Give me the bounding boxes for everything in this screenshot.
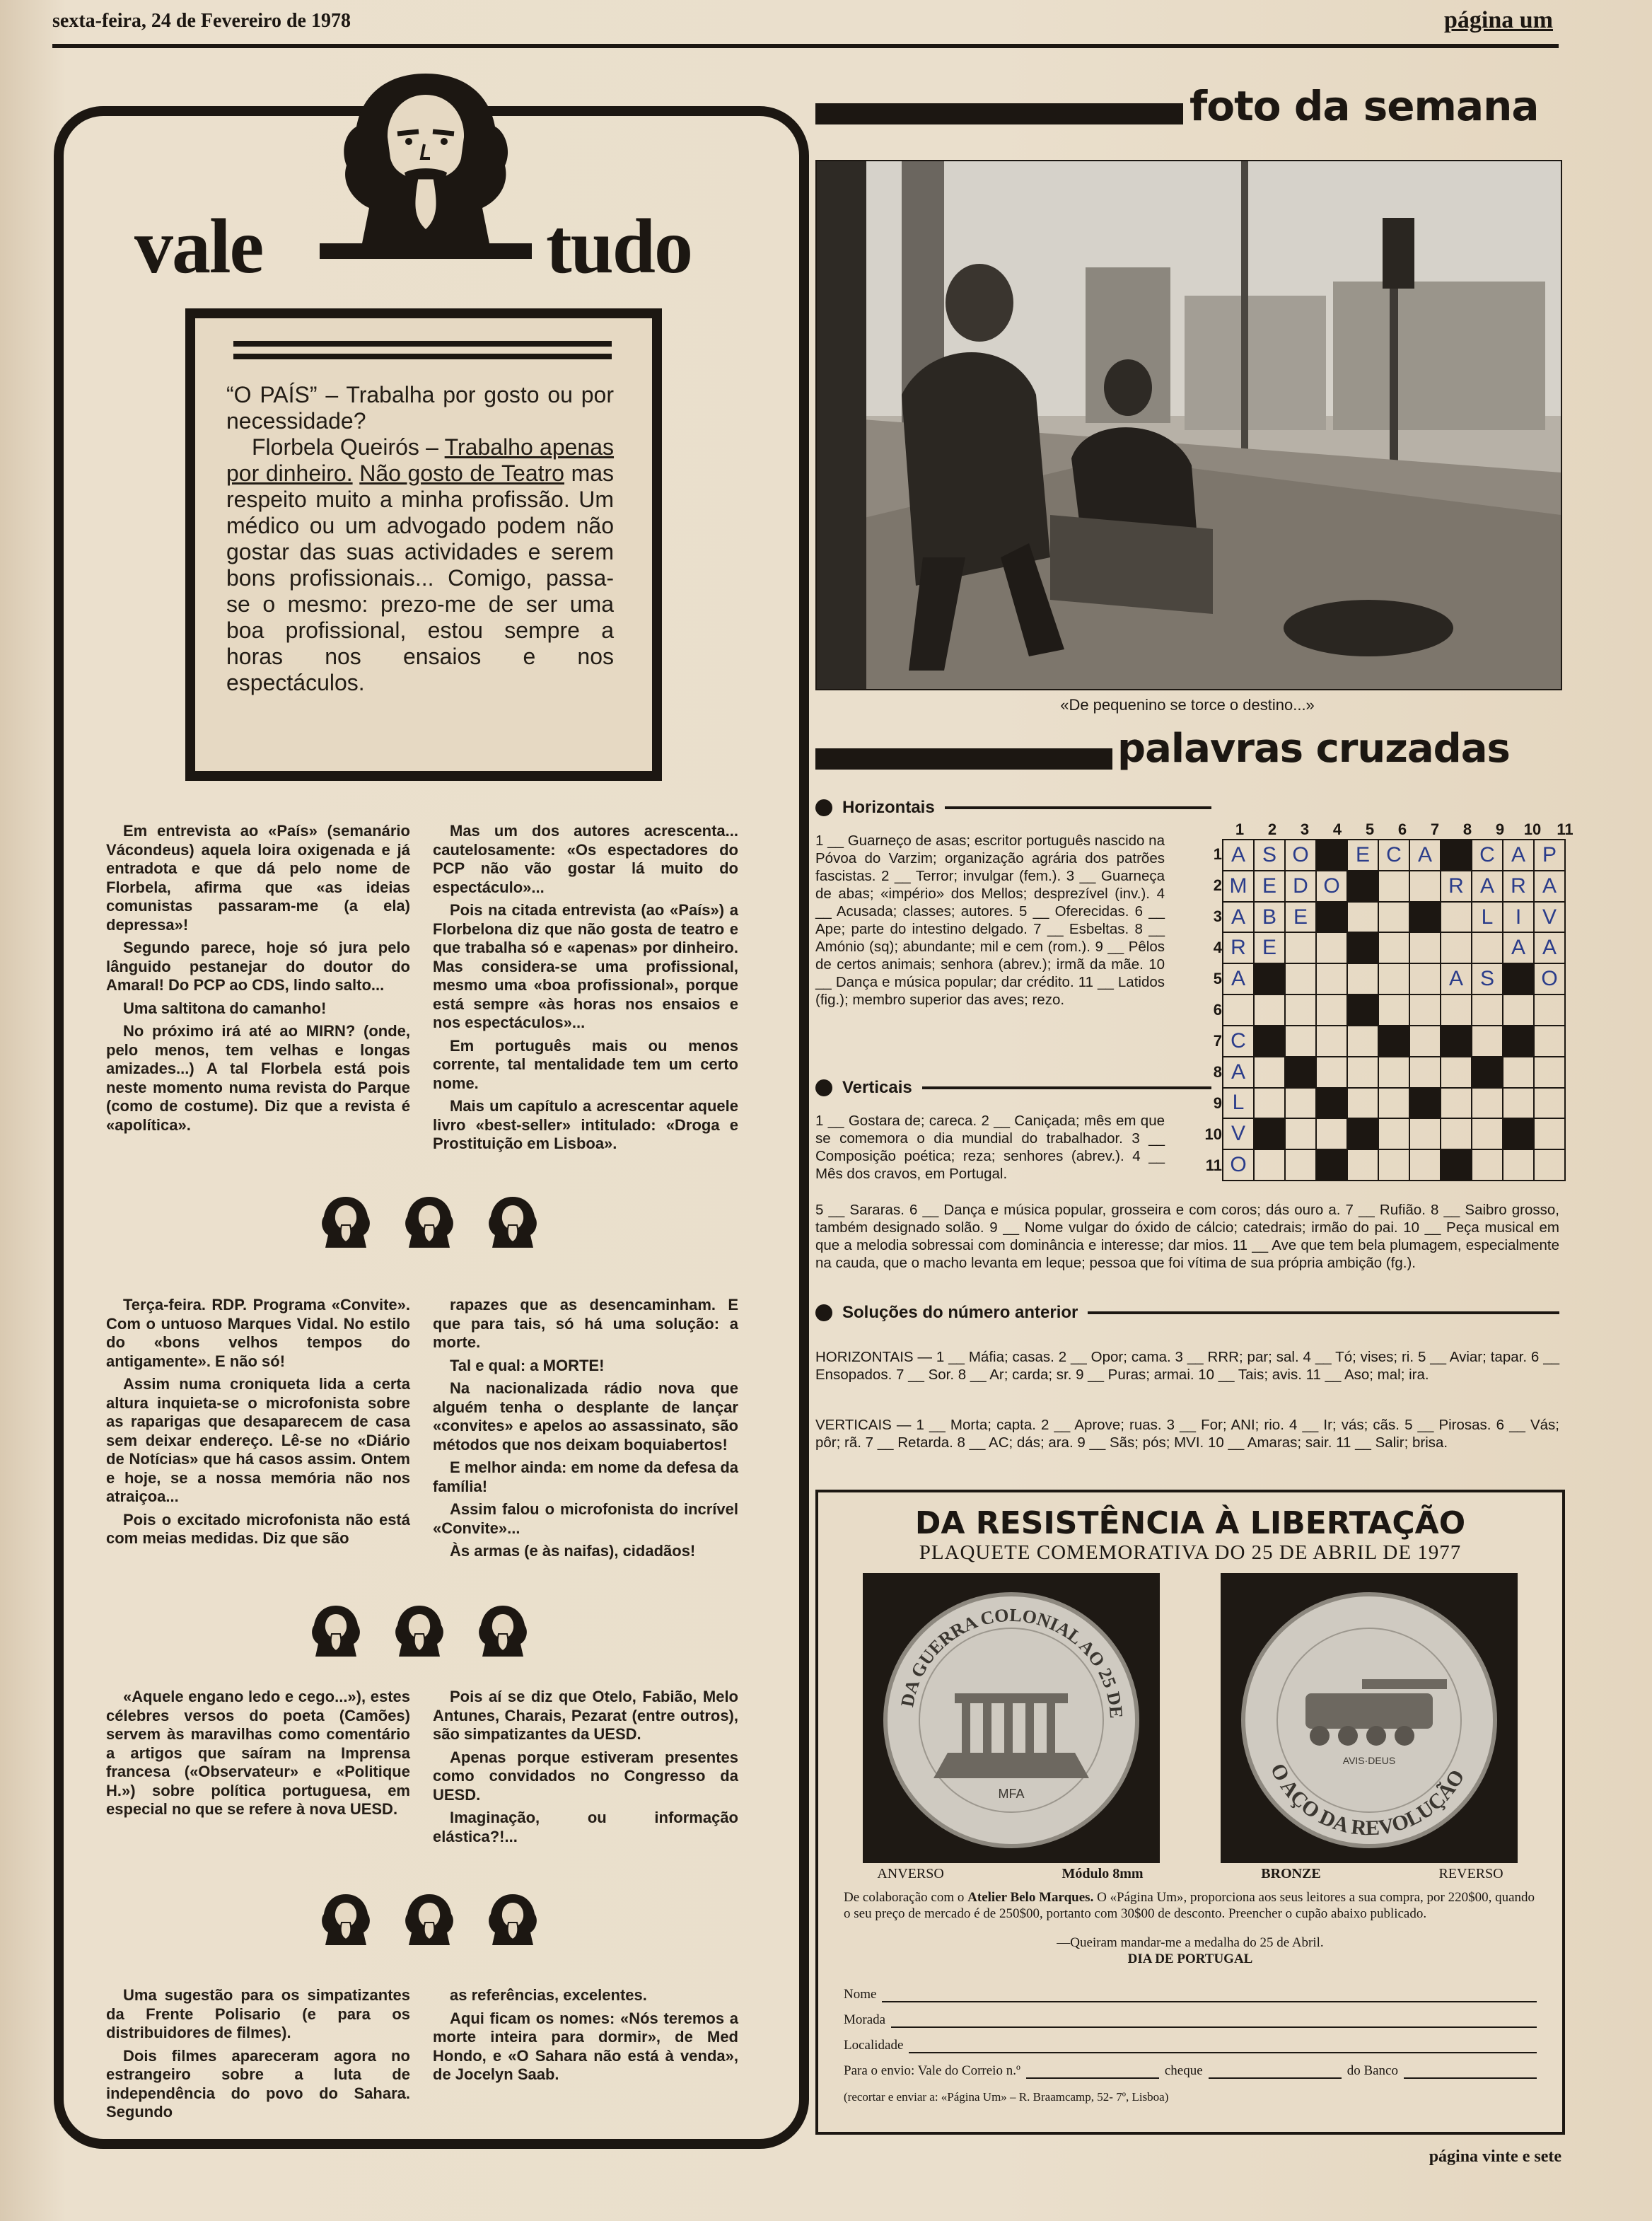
crossword-cell[interactable]: [1441, 1088, 1472, 1119]
crossword-black-cell: [1503, 1026, 1534, 1057]
row-number: 1: [1213, 845, 1222, 863]
crossword-black-cell: [1441, 1026, 1472, 1057]
crossword-cell[interactable]: [1409, 1149, 1441, 1181]
field-envio[interactable]: Para o envio: Vale do Correio n.º cheque do Banco: [844, 2053, 1537, 2079]
crossword-cell[interactable]: [1409, 994, 1441, 1026]
verticais-clues-b: 5 __ Sararas. 6 __ Dança e música popular, grosseira e com coros; dás ouro a. 7 __ Rufião. 8 __ Saibro grosso, também designado solão. 9 __ Nome vulgar do óxido de cálcio; catedrais; irmão do pai. 10 __ Peça musical em que a melodia sobressai com dominância e interesse; dar mios. 11 __ Ave que tem bela plumagem, especialmente na cauda, que o macho levanta em leque; pessoa que foi vítima de sua própria ambição (fg.).: [815, 1202, 1559, 1271]
column-number: 11: [1557, 820, 1574, 838]
crossword-cell[interactable]: L: [1472, 902, 1503, 933]
street-scene-photo: [817, 161, 1561, 689]
crossword-black-cell: [1409, 1088, 1441, 1119]
crossword-cell[interactable]: [1347, 963, 1378, 994]
crossword-cell[interactable]: [1378, 1057, 1409, 1088]
marx-divider-2: [306, 1601, 533, 1662]
row-number: 10: [1204, 1125, 1222, 1143]
crossword-cell[interactable]: [1285, 1026, 1316, 1057]
crossword-black-cell: [1316, 840, 1347, 871]
coupon-line-2: DIA DE PORTUGAL: [1127, 1952, 1253, 1966]
row-number: 3: [1213, 907, 1222, 925]
row-numbers: [1201, 839, 1222, 1181]
crossword-cell[interactable]: A: [1223, 1057, 1254, 1088]
row-number: 8: [1213, 1063, 1222, 1081]
crossword-cell[interactable]: [1441, 902, 1472, 933]
crossword-cell[interactable]: [1409, 963, 1441, 994]
crossword-cell[interactable]: A: [1441, 963, 1472, 994]
crossword-black-cell: [1409, 902, 1441, 933]
crossword-cell[interactable]: O: [1316, 871, 1347, 902]
crossword-cell[interactable]: S: [1254, 840, 1285, 871]
crossword-cell[interactable]: E: [1285, 902, 1316, 933]
crossword-cell[interactable]: [1285, 963, 1316, 994]
crossword-cell[interactable]: [1378, 932, 1409, 963]
crossword-black-cell: [1254, 963, 1285, 994]
article-sahara-left: Uma sugestão para os simpatizantes da Frente Polisario (e para os distribuidores de filmes). Dois filmes apareceram agora no estrangeiro sobre a luta de independência do povo do Sahara. Segundo: [106, 1986, 410, 2121]
issue-date: sexta-feira, 24 de Fevereiro de 1978: [52, 10, 351, 32]
crossword-cell[interactable]: [1378, 1149, 1409, 1181]
crossword-cell[interactable]: [1316, 1026, 1347, 1057]
crossword-black-cell: [1316, 902, 1347, 933]
svg-text:DA GUERRA COLONIAL AO 25 DE AB: DA GUERRA COLONIAL AO 25 DE: [897, 1604, 1127, 1720]
column-number: 9: [1495, 820, 1505, 838]
marx-mini-icon: [399, 1890, 460, 1951]
crossword-cell[interactable]: [1441, 1057, 1472, 1088]
crossword-black-cell: [1316, 1149, 1347, 1181]
ad-title: DA RESISTÊNCIA À LIBERTAÇÃO: [914, 1505, 1466, 1541]
interview-question: “O PAÍS” – Trabalha por gosto ou por necessidade?: [226, 382, 614, 434]
crossword-cell[interactable]: [1254, 1088, 1285, 1119]
crossword-cell[interactable]: A: [1223, 902, 1254, 933]
crossword-cell[interactable]: [1285, 1118, 1316, 1149]
medal-reverso-image: [1221, 1573, 1518, 1863]
row-number: 2: [1213, 876, 1222, 894]
bullet-icon: [815, 1304, 832, 1321]
crossword-cell[interactable]: [1316, 994, 1347, 1026]
headline-vale: vale: [134, 203, 263, 289]
foto-title-bar: [815, 103, 1183, 124]
marx-mini-icon: [315, 1890, 376, 1951]
row-number: 9: [1213, 1094, 1222, 1112]
marx-portrait-illustration: [320, 66, 532, 272]
crossword-cell[interactable]: I: [1503, 902, 1534, 933]
crossword-cell[interactable]: [1254, 994, 1285, 1026]
crossword-cell[interactable]: O: [1223, 1149, 1254, 1181]
crossword-cell[interactable]: [1223, 994, 1254, 1026]
crossword-cell[interactable]: [1316, 1118, 1347, 1149]
crossword-cell[interactable]: E: [1254, 932, 1285, 963]
crossword-cell[interactable]: E: [1347, 840, 1378, 871]
bullet-icon: [815, 799, 832, 816]
article-rdp-left: Terça-feira. RDP. Programa «Convite». Com o untuoso Marques Vidal. No estilo do «bons velhos tempos do antigamente». E não só! Assim numa croniqueta lida a certa altura inquieta-se o microfonista sobre as raparigas que desaparecem de casa sem deixar endereço. Lê-se no «Diário de Notícias» que há casos assim. Ontem e hoje, se a nossa memória não nos atraiçoa... Pois o excitado microfonista não está com meias medidas. Diz que são: [106, 1296, 410, 1547]
paper-name: página um: [1444, 7, 1553, 33]
crossword-cell[interactable]: O: [1285, 840, 1316, 871]
verticais-clues-a: 1 __ Gostara de; careca. 2 __ Caniçada; mês em que se comemora o dia mundial do trabalhador. 3 __ Composição poética; reza; senhores (abrev.). 4 __ Mês dos cravos, em Portugal.: [815, 1113, 1165, 1182]
row-number: 7: [1213, 1032, 1222, 1050]
crossword-cell[interactable]: [1503, 1088, 1534, 1119]
coin-images: [818, 1573, 1562, 1863]
crossword-cell[interactable]: [1409, 1118, 1441, 1149]
recortar-note: (recortar e enviar a: «Página Um» – R. Braamcamp, 52- 7º, Lisboa): [844, 2090, 1169, 2104]
crossword-cell[interactable]: [1378, 994, 1409, 1026]
medal-anverso-image: [863, 1573, 1160, 1863]
crossword-cell[interactable]: V: [1534, 902, 1565, 933]
column-numbers: [1223, 820, 1581, 839]
crossword-cell[interactable]: A: [1472, 871, 1503, 902]
verticais-head: Verticais: [815, 1078, 1211, 1098]
crossword-cell[interactable]: C: [1223, 1026, 1254, 1057]
coin-labels: ANVERSO Módulo 8mm BRONZE REVERSO: [877, 1866, 1503, 1881]
row-number: 4: [1213, 939, 1222, 956]
crossword-cell[interactable]: [1378, 1118, 1409, 1149]
article-uesd-left: «Aquele engano ledo e cego...»), estes célebres versos do poeta (Camões) servem às maravilhas como comentário a artigos que saíram na Imprensa francesa («Observateur» e «Politique H.») sobre política portuguesa, em especial no que se refere à nova UESD.: [106, 1688, 410, 1818]
coin-reverso-box: [1221, 1573, 1518, 1863]
crossword-cell[interactable]: [1285, 932, 1316, 963]
crossword-cell[interactable]: [1534, 1149, 1565, 1181]
crossword-cell[interactable]: [1378, 871, 1409, 902]
crossword-cell[interactable]: [1534, 1088, 1565, 1119]
crossword-cell[interactable]: [1285, 1149, 1316, 1181]
column-number: 1: [1235, 820, 1245, 838]
crossword-cell[interactable]: C: [1472, 840, 1503, 871]
article-florbela-right: Mas um dos autores acrescenta... cautelosamente: «Os espectadores do PCP não vão gostar lá muito do espectáculo»... Pois na citada entrevista (ao «País») a Florbelona diz que não gosta de teatro e que trabalha só e «apenas» por dinheiro. Mas considera-se uma profissional, mesmo uma «boa profissional», porque está sempre «às horas nos ensaios e nos espectáculos»... Em português mais ou menos corrente, tal mentalidade tem um certo nome. Mais um capítulo a acrescentar aquele livro «best-seller» intitulado: «Droga e Prostituição em Lisboa».: [433, 822, 738, 1152]
marx-mini-icon: [472, 1601, 533, 1662]
column-number: 8: [1462, 820, 1472, 838]
crossword-cell[interactable]: [1378, 902, 1409, 933]
crossword-cell[interactable]: L: [1223, 1088, 1254, 1119]
article-florbela-left: Em entrevista ao «País» (semanário Vácondeus) aquela loira oxigenada e já entradota e que dá pelo nome de Florbela, afirma que «as ideias comunistas passaram-me (a ela) depressa»! Segundo parece, hoje só jura pelo lânguido pestanejar do doutor do Amaral! Do PCP ao CDS, lindo salto... Uma saltitona do camanho! No próximo irá até ao MIRN? (onde, pelo menos, tem velhas e longas amizades...) A tal Florbela está pois neste momento numa revista do Parque (como de costume). Diz que a revista é «apolítica».: [106, 822, 410, 1134]
marx-mini-icon: [399, 1193, 460, 1253]
crossword-cell[interactable]: A: [1223, 963, 1254, 994]
crossword-black-cell: [1503, 1118, 1534, 1149]
crossword-cell[interactable]: R: [1441, 871, 1472, 902]
crossword-cell[interactable]: S: [1472, 963, 1503, 994]
foto-title: foto da semana: [1189, 82, 1539, 130]
crossword-black-cell: [1347, 1118, 1378, 1149]
crossword-cell[interactable]: E: [1254, 871, 1285, 902]
header-rule: [52, 44, 1559, 48]
crossword-cell[interactable]: D: [1285, 871, 1316, 902]
crossword-cell[interactable]: [1441, 994, 1472, 1026]
marx-mini-icon: [315, 1193, 376, 1253]
crossword-cell[interactable]: [1534, 1026, 1565, 1057]
crossword-cell[interactable]: [1378, 963, 1409, 994]
crossword-black-cell: [1347, 994, 1378, 1026]
crossword-cell[interactable]: [1409, 932, 1441, 963]
column-number: 7: [1430, 820, 1440, 838]
crossword-cell[interactable]: [1472, 1149, 1503, 1181]
crossword-cell[interactable]: [1441, 932, 1472, 963]
medal-advertisement: [815, 1490, 1565, 2135]
crossword-cell[interactable]: [1347, 1057, 1378, 1088]
marx-divider-3: [315, 1890, 543, 1951]
marx-mini-icon: [306, 1601, 366, 1662]
crossword-cell[interactable]: A: [1503, 932, 1534, 963]
crossword-cell[interactable]: [1472, 1118, 1503, 1149]
article-sahara-right: as referências, excelentes. Aqui ficam os nomes: «Nós teremos a morte inteira para dormir», de Med Hondo, e «O Sahara não está à venda», de Jocelyn Saab.: [433, 1986, 738, 2083]
crossword-cell[interactable]: [1409, 1026, 1441, 1057]
crossword-black-cell: [1254, 1026, 1285, 1057]
quote-box-rules: [233, 341, 612, 366]
crossword-cell[interactable]: O: [1534, 963, 1565, 994]
week-photo: [815, 160, 1562, 690]
interview-answer: Florbela Queirós – Trabalho apenas por dinheiro. Não gosto de Teatro mas respeito muito a minha profissão. Um médico ou um advogado podem não gostar das suas actividades e serem bons profissionais... Comigo, passa-se o mesmo: prezo-me de ser uma boa profissional, estou sempre a horas nos ensaios e nos espectáculos.: [226, 434, 615, 695]
crossword-cell[interactable]: A: [1409, 840, 1441, 871]
crossword-black-cell: [1441, 1149, 1472, 1181]
crossword-cell[interactable]: A: [1223, 840, 1254, 871]
crossword-cell[interactable]: [1316, 1057, 1347, 1088]
column-number: 2: [1267, 820, 1277, 838]
column-number: 5: [1365, 820, 1375, 838]
headline-tudo: tudo: [546, 203, 692, 289]
column-number: 4: [1332, 820, 1342, 838]
crossword-table: [1222, 839, 1566, 1181]
marx-mini-icon: [389, 1601, 450, 1662]
crossword-cell[interactable]: [1409, 871, 1441, 902]
crossword-black-cell: [1441, 840, 1472, 871]
crossword-cell[interactable]: [1472, 1026, 1503, 1057]
field-localidade[interactable]: Localidade: [844, 2028, 1537, 2053]
crossword-cell[interactable]: C: [1378, 840, 1409, 871]
photo-caption: «De pequenino se torce o destino...»: [1060, 696, 1315, 714]
horizontais-clues: 1 __ Guarneço de asas; escritor português nascido na Póvoa do Varzim; organização agrária dos patrões fascistas. 2 __ Terror; invulgar (fem.). 3 __ Guarneça de abas; «império» dos Mellos; desprezível (inv.). 4 __ Acusada; classes; autores. 5 __ Oferecidas. 6 __ Ape; parte do intestino delgado. 7 __ Esbeltas. 8 __ Amónio (sq); abundante; mil e cem (rom.). 9 __ Pêlos de certos animais; senhora (abrev.); irmã da mãe. 10 __ Dança e música popular; dar crédito. 11 __ Latidos (fig.); membro superior das aves; rezo.: [815, 833, 1165, 1008]
marx-mini-icon: [482, 1890, 543, 1951]
horizontais-head: Horizontais: [815, 798, 1211, 818]
solucoes-verticais: VERTICAIS — 1 __ Morta; capta. 2 __ Aprove; ruas. 3 __ For; ANI; rio. 4 __ Ir; vás; cãs. 5 __ Pirosas. 6 __ Vás; pôr; rã. 7 __ Retarda. 8 __ AC; dás; ara. 9 __ Sãs; pós; MVI. 10 __ Amaras; sair. 11 __ Salir; brisa.: [815, 1417, 1559, 1451]
svg-text:AVIS·DEUS: AVIS·DEUS: [1342, 1755, 1396, 1766]
crossword-black-cell: [1316, 1088, 1347, 1119]
crossword-black-cell: [1347, 871, 1378, 902]
page-footer: página vinte e sete: [1429, 2147, 1561, 2166]
crossword-cell[interactable]: [1472, 994, 1503, 1026]
crossword-cell[interactable]: [1472, 1088, 1503, 1119]
crossword-black-cell: [1503, 963, 1534, 994]
field-nome[interactable]: Nome: [844, 1977, 1537, 2002]
field-morada[interactable]: Morada: [844, 2002, 1537, 2028]
crossword-black-cell: [1285, 1057, 1316, 1088]
crossword-cell[interactable]: [1347, 902, 1378, 933]
crossword-cell[interactable]: [1285, 994, 1316, 1026]
crossword-cell[interactable]: [1503, 1149, 1534, 1181]
article-rdp-right: rapazes que as desencaminham. E que para tais, só há uma solução: a morte. Tal e qual: a MORTE! Na nacionalizada rádio nova que alguém tenha o desplante de lançar «convites» e apelos ao assassinato, são métodos que nos deixam boquiabertos! E melhor ainda: em nome da defesa da família! Assim falou o microfonista do incrível «Convite»... Às armas (e às naifas), cidadãos!: [433, 1296, 738, 1560]
column-number: 10: [1523, 820, 1542, 838]
svg-text:MFA: MFA: [998, 1787, 1025, 1801]
column-number: 3: [1300, 820, 1310, 838]
crossword-cell[interactable]: [1316, 932, 1347, 963]
marx-divider-1: [315, 1193, 543, 1253]
row-number: 5: [1213, 970, 1222, 987]
crossword-grid: [1204, 820, 1581, 1181]
crossword-cell[interactable]: [1472, 932, 1503, 963]
cruzadas-title-bar: [815, 748, 1112, 770]
crossword-cell[interactable]: [1347, 1149, 1378, 1181]
crossword-cell[interactable]: [1254, 1149, 1285, 1181]
ad-body: De colaboração com o Atelier Belo Marques. O «Página Um», proporciona aos seus leitores a sua compra, por 220$00, quando o seu preço de mercado é de 250$00, portanto com 30$00 de desconto. Preencher o cupão abaixo publicado.: [844, 1890, 1535, 1921]
crossword-black-cell: [1254, 1118, 1285, 1149]
row-number: 11: [1205, 1156, 1222, 1174]
section-rule: [945, 806, 1211, 809]
coupon-line-1: —Queiram mandar-me a medalha do 25 de Abril.: [1057, 1935, 1324, 1950]
quote-box-text: [226, 382, 614, 696]
marx-mini-icon: [482, 1193, 543, 1253]
crossword-cell[interactable]: P: [1534, 840, 1565, 871]
crossword-cell[interactable]: R: [1223, 932, 1254, 963]
row-number: 6: [1213, 1001, 1222, 1019]
crossword-cell[interactable]: [1534, 1118, 1565, 1149]
crossword-cell[interactable]: [1316, 963, 1347, 994]
solucoes-head: Soluções do número anterior: [815, 1303, 1559, 1323]
section-rule: [1088, 1311, 1559, 1314]
crossword-cell[interactable]: [1503, 994, 1534, 1026]
crossword-cell[interactable]: A: [1534, 932, 1565, 963]
coupon-form: [844, 1977, 1537, 2104]
crossword-cell[interactable]: [1254, 1057, 1285, 1088]
crossword-cell[interactable]: [1534, 1057, 1565, 1088]
crossword-cell[interactable]: V: [1223, 1118, 1254, 1149]
crossword-cell[interactable]: [1534, 994, 1565, 1026]
crossword-cell[interactable]: [1503, 1057, 1534, 1088]
crossword-black-cell: [1378, 1026, 1409, 1057]
crossword-cell[interactable]: [1378, 1088, 1409, 1119]
crossword-cell[interactable]: [1441, 1118, 1472, 1149]
column-number: 6: [1397, 820, 1407, 838]
crossword-cell[interactable]: A: [1534, 871, 1565, 902]
crossword-black-cell: [1347, 932, 1378, 963]
cruzadas-title: palavras cruzadas: [1117, 726, 1510, 772]
crossword-cell[interactable]: R: [1503, 871, 1534, 902]
bullet-icon: [815, 1079, 832, 1096]
crossword-cell[interactable]: [1347, 1026, 1378, 1057]
crossword-black-cell: [1472, 1057, 1503, 1088]
crossword-cell[interactable]: [1285, 1088, 1316, 1119]
crossword-cell[interactable]: M: [1223, 871, 1254, 902]
article-uesd-right: Pois aí se diz que Otelo, Fabião, Melo Antunes, Charais, Pezarat (entre outros), são simpatizantes da UESD. Apenas porque estiveram presentes como convidados no Congresso da UESD. Imaginação, ou informação elástica?!...: [433, 1688, 738, 1845]
crossword-cell[interactable]: [1409, 1057, 1441, 1088]
coin-anverso-box: [863, 1573, 1160, 1863]
solucoes-horizontais: HORIZONTAIS — 1 __ Máfia; casas. 2 __ Opor; cama. 3 __ RRR; par; sal. 4 __ Tó; vises; ri. 5 __ Aviar; tapar. 6 __ Ensopados. 7 __ Sor. 8 __ Ar; carda; sr. 9 __ Puras; armai. 10 __ Tais; avis. 11 __ Aso; mal; ira.: [815, 1349, 1559, 1383]
crossword-cell[interactable]: A: [1503, 840, 1534, 871]
crossword-cell[interactable]: [1347, 1088, 1378, 1119]
svg-text:O AÇO DA REVOLUÇÃO: O AÇO DA REVOLUÇÃO: [1265, 1759, 1470, 1840]
section-rule: [922, 1086, 1211, 1089]
ad-subtitle: PLAQUETE COMEMORATIVA DO 25 DE ABRIL DE 1977: [919, 1541, 1462, 1564]
crossword-cell[interactable]: B: [1254, 902, 1285, 933]
